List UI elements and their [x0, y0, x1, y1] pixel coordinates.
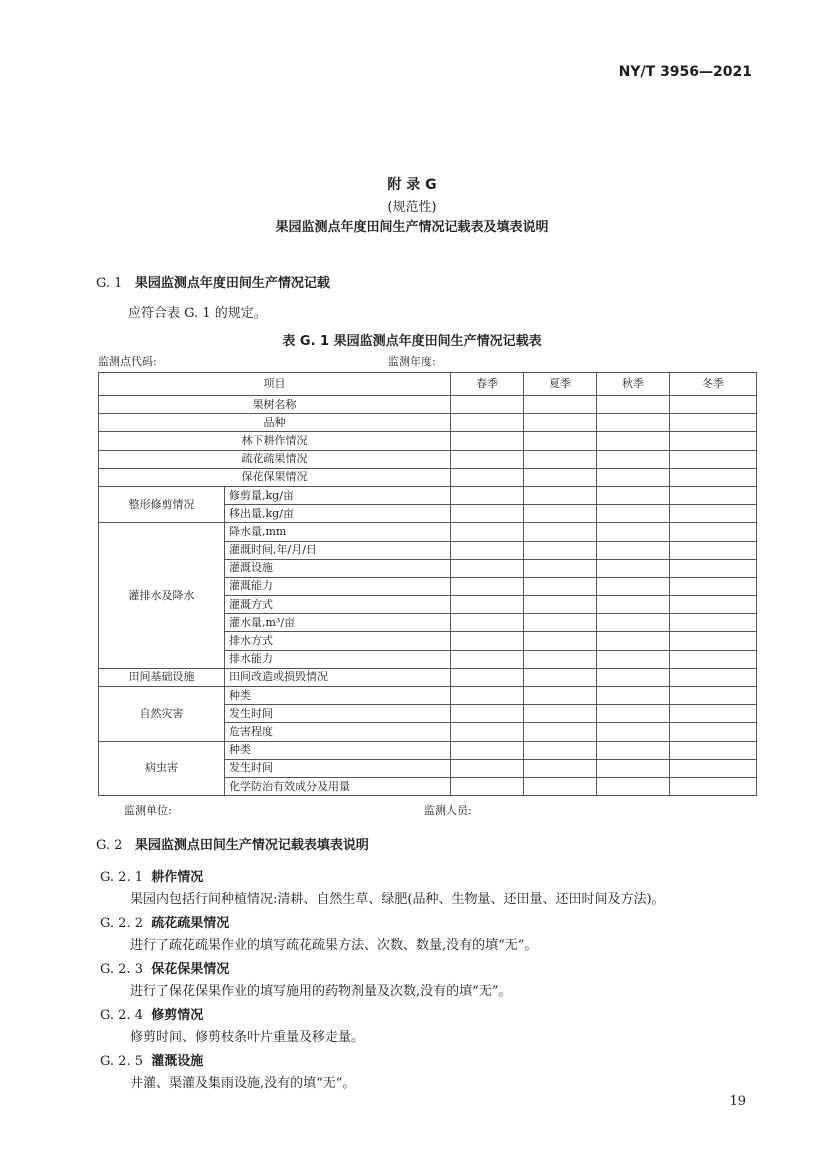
table-row [99, 450, 757, 468]
season-cell [524, 559, 597, 577]
season-cell [670, 632, 757, 650]
season-cell [597, 450, 670, 468]
season-cell [597, 777, 670, 795]
row-label: 种类 [225, 741, 451, 759]
row-label: 品种 [99, 414, 451, 432]
subsection-heading [100, 958, 229, 977]
season-cell [597, 650, 670, 668]
season-cell [524, 777, 597, 795]
row-label: 田间改造或损毁情况 [225, 668, 451, 686]
subsection-heading [100, 1050, 203, 1069]
season-cell [670, 559, 757, 577]
group-label: 田间基础设施 [99, 668, 225, 686]
season-cell [451, 468, 524, 486]
season-cell [597, 559, 670, 577]
row-label: 灌水量,m³/亩 [225, 614, 451, 632]
subsection-title: 灌溉设施 [151, 1054, 204, 1069]
season-cell [524, 632, 597, 650]
season-cell [597, 614, 670, 632]
standard-code: NY/T 3956—2021 [618, 64, 752, 80]
season-cell [670, 450, 757, 468]
table-title: 表 G. 1 果园监测点年度田间生产情况记载表 [282, 334, 542, 349]
group-label: 自然灾害 [99, 687, 225, 742]
season-cell [670, 414, 757, 432]
section-g2-number: G. 2 [96, 838, 123, 853]
season-cell [451, 759, 524, 777]
season-cell [670, 396, 757, 414]
subsection-title: 修剪情况 [151, 1008, 204, 1023]
monitoring-year-label: 监测年度: [388, 355, 436, 368]
header-item: 项目 [99, 373, 451, 396]
season-cell [597, 505, 670, 523]
season-cell [597, 723, 670, 741]
record-table [98, 372, 757, 796]
season-cell [670, 596, 757, 614]
season-cell [451, 414, 524, 432]
season-cell [451, 505, 524, 523]
subsection-title: 耕作情况 [151, 870, 204, 885]
row-label: 疏花疏果情况 [99, 450, 451, 468]
subsection-text: 果园内包括行间种植情况:清耕、自然生草、绿肥(品种、生物量、还田量、还田时间及方法)。 [130, 892, 665, 907]
monitoring-person-label: 监测人员: [424, 804, 472, 817]
season-cell [597, 486, 670, 504]
appendix-title: 附 录 G [387, 177, 437, 193]
table-row [99, 396, 757, 414]
season-cell [524, 741, 597, 759]
season-cell [451, 723, 524, 741]
row-label: 移出量,kg/亩 [225, 505, 451, 523]
season-cell [451, 705, 524, 723]
season-cell [451, 777, 524, 795]
season-cell [524, 505, 597, 523]
page-number: 19 [729, 1094, 746, 1109]
season-cell [524, 705, 597, 723]
group-label: 整形修剪情况 [99, 486, 225, 522]
row-label: 修剪量,kg/亩 [225, 486, 451, 504]
season-cell [451, 432, 524, 450]
table-row [99, 741, 757, 759]
table-row [99, 468, 757, 486]
season-cell [670, 668, 757, 686]
season-cell [451, 741, 524, 759]
season-cell [524, 723, 597, 741]
season-cell [451, 559, 524, 577]
section-g1-title: 果园监测点年度田间生产情况记载 [134, 276, 330, 291]
season-cell [670, 723, 757, 741]
record-table-body [99, 373, 757, 796]
subsection-title: 保花保果情况 [151, 962, 230, 977]
row-label: 灌溉设施 [225, 559, 451, 577]
row-label: 发生时间 [225, 759, 451, 777]
table-header-row [99, 373, 757, 396]
row-label: 灌溉能力 [225, 577, 451, 595]
season-cell [597, 759, 670, 777]
season-cell [524, 414, 597, 432]
subsection-text: 进行了保花保果作业的填写施用的药物剂量及次数,没有的填“无”。 [130, 984, 512, 999]
season-cell [670, 777, 757, 795]
season-cell [451, 596, 524, 614]
row-label: 保花保果情况 [99, 468, 451, 486]
season-cell [670, 577, 757, 595]
section-g2-title: 果园监测点田间生产情况记载表填表说明 [134, 838, 369, 853]
section-g1-text: 应符合表 G. 1 的规定。 [128, 306, 267, 321]
season-cell [597, 523, 670, 541]
season-cell [597, 541, 670, 559]
season-cell [670, 650, 757, 668]
season-cell [597, 577, 670, 595]
subsection-number: G. 2. 3 [100, 962, 143, 977]
season-cell [524, 541, 597, 559]
season-cell [451, 523, 524, 541]
season-cell [597, 668, 670, 686]
subsection-heading [100, 912, 229, 931]
subsection-number: G. 2. 5 [100, 1054, 143, 1069]
season-cell [451, 577, 524, 595]
row-label: 降水量,mm [225, 523, 451, 541]
row-label: 林下耕作情况 [99, 432, 451, 450]
subsection-heading [100, 1004, 203, 1023]
season-cell [451, 632, 524, 650]
season-cell [670, 541, 757, 559]
season-cell [597, 432, 670, 450]
season-cell [451, 614, 524, 632]
appendix-subtitle: (规范性) [387, 200, 437, 215]
season-cell [524, 577, 597, 595]
row-label: 发生时间 [225, 705, 451, 723]
subsection-number: G. 2. 4 [100, 1008, 143, 1023]
group-label: 灌排水及降水 [99, 523, 225, 669]
row-label: 果树名称 [99, 396, 451, 414]
season-cell [597, 741, 670, 759]
section-g1-heading [96, 272, 330, 291]
season-cell [524, 668, 597, 686]
subsection-text: 井灌、渠灌及集雨设施,没有的填“无”。 [130, 1076, 356, 1091]
season-cell [524, 523, 597, 541]
subsection-title: 疏花疏果情况 [151, 916, 230, 931]
group-label: 病虫害 [99, 741, 225, 796]
season-cell [670, 505, 757, 523]
season-cell [524, 396, 597, 414]
row-label: 危害程度 [225, 723, 451, 741]
season-cell [524, 432, 597, 450]
season-cell [524, 650, 597, 668]
table-row [99, 486, 757, 504]
season-cell [670, 759, 757, 777]
row-label: 种类 [225, 687, 451, 705]
season-cell [597, 687, 670, 705]
monitoring-unit-label: 监测单位: [124, 804, 172, 817]
season-cell [670, 432, 757, 450]
season-cell [451, 541, 524, 559]
season-cell [524, 614, 597, 632]
table-row [99, 414, 757, 432]
section-g1-number: G. 1 [96, 276, 123, 291]
season-cell [670, 486, 757, 504]
season-cell [451, 668, 524, 686]
season-cell [451, 396, 524, 414]
row-label: 排水能力 [225, 650, 451, 668]
season-cell [597, 596, 670, 614]
table-row [99, 432, 757, 450]
row-label: 灌溉方式 [225, 596, 451, 614]
season-cell [670, 741, 757, 759]
table-row [99, 523, 757, 541]
season-cell [451, 687, 524, 705]
row-label: 排水方式 [225, 632, 451, 650]
header-season: 春季 [451, 373, 524, 396]
season-cell [524, 759, 597, 777]
subsection-text: 修剪时间、修剪枝条叶片重量及移走量。 [130, 1030, 365, 1045]
season-cell [597, 414, 670, 432]
season-cell [524, 486, 597, 504]
season-cell [670, 614, 757, 632]
season-cell [524, 596, 597, 614]
season-cell [670, 468, 757, 486]
header-season: 冬季 [670, 373, 757, 396]
table-row [99, 687, 757, 705]
section-g2-heading [96, 834, 369, 853]
season-cell [670, 687, 757, 705]
header-season: 夏季 [524, 373, 597, 396]
subsection-heading [100, 866, 203, 885]
subsection-number: G. 2. 2 [100, 916, 143, 931]
season-cell [451, 650, 524, 668]
row-label: 灌溉时间,年/月/日 [225, 541, 451, 559]
season-cell [451, 486, 524, 504]
season-cell [597, 632, 670, 650]
season-cell [670, 705, 757, 723]
header-season: 秋季 [597, 373, 670, 396]
season-cell [597, 468, 670, 486]
season-cell [670, 523, 757, 541]
season-cell [524, 450, 597, 468]
subsection-number: G. 2. 1 [100, 870, 143, 885]
season-cell [524, 468, 597, 486]
row-label: 化学防治有效成分及用量 [225, 777, 451, 795]
table-row [99, 668, 757, 686]
season-cell [451, 450, 524, 468]
season-cell [597, 705, 670, 723]
subsection-text: 进行了疏花疏果作业的填写疏花疏果方法、次数、数量,没有的填“无”。 [130, 938, 538, 953]
monitoring-point-code-label: 监测点代码: [98, 355, 157, 368]
season-cell [524, 687, 597, 705]
season-cell [597, 396, 670, 414]
appendix-description: 果园监测点年度田间生产情况记载表及填表说明 [275, 220, 549, 235]
